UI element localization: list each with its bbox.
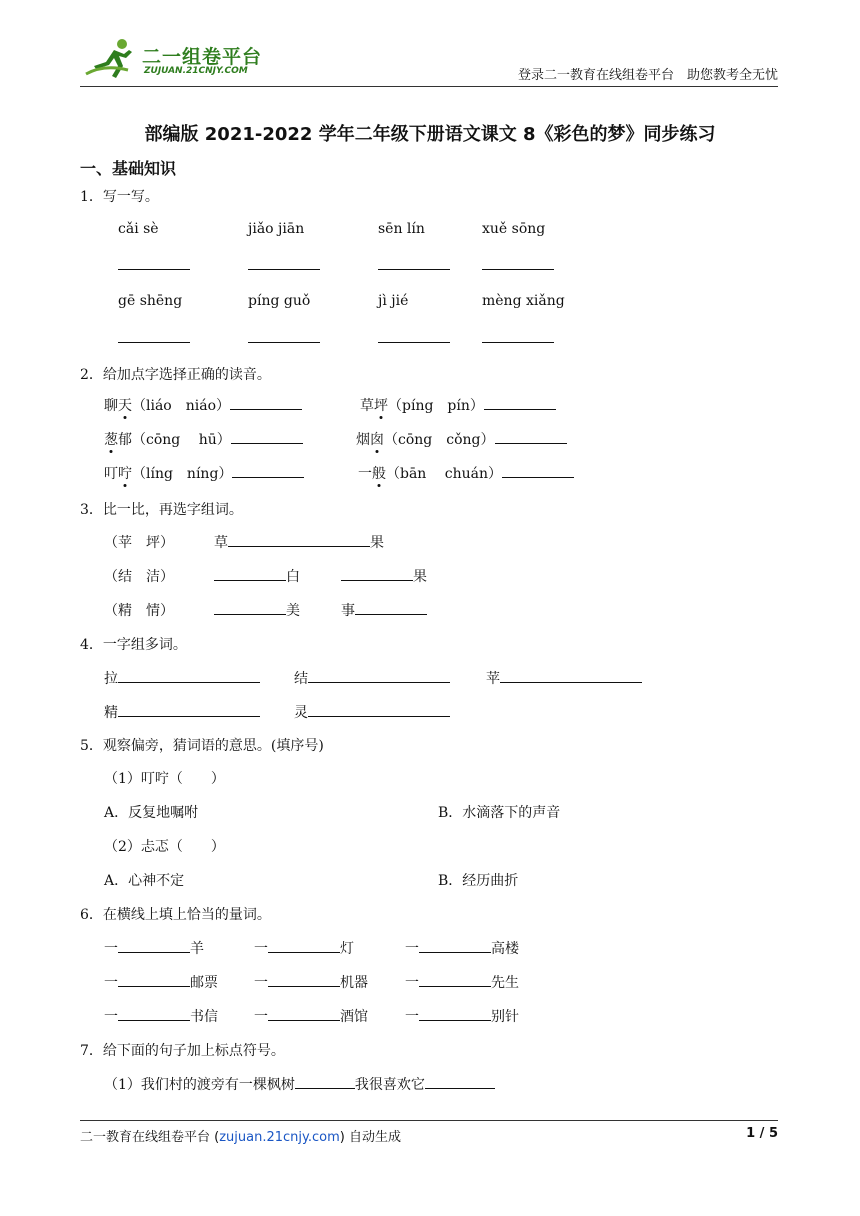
option-b[interactable]: B．水滴落下的声音 (438, 805, 561, 821)
word-fill: 果 (341, 566, 427, 586)
answer-blank[interactable] (248, 342, 320, 343)
runner-logo-icon (84, 36, 140, 80)
answer-blank[interactable] (419, 972, 491, 987)
answer-blank[interactable] (308, 668, 450, 683)
char-pair: （精 情） (104, 603, 174, 619)
page-number: 1 / 5 (746, 1126, 778, 1141)
sentence-fill: （1）我们村的渡旁有一棵枫树 我很喜欢它 (104, 1074, 495, 1094)
answer-blank[interactable] (500, 668, 642, 683)
answer-blank[interactable] (495, 429, 567, 444)
answer-blank[interactable] (502, 463, 574, 478)
word-fill: 事 (341, 600, 427, 620)
footer-divider (80, 1120, 778, 1121)
answer-blank[interactable] (248, 269, 320, 270)
section-heading: 一、基础知识 (80, 159, 177, 178)
answer-blank[interactable] (425, 1074, 495, 1089)
measure-word-fill: 一 酒馆 (254, 1006, 368, 1026)
answer-blank[interactable] (341, 566, 413, 581)
answer-blank[interactable] (419, 938, 491, 953)
answer-blank[interactable] (355, 600, 427, 615)
logo-title: 二一组卷平台 (142, 46, 263, 68)
reading-item: 聊天（liáo niáo） (104, 395, 302, 415)
answer-blank[interactable] (419, 1006, 491, 1021)
answer-blank[interactable] (482, 342, 554, 343)
char-pair: （苹 坪） (104, 535, 174, 551)
answer-blank[interactable] (295, 1074, 355, 1089)
word-fill: 美 (214, 600, 300, 620)
answer-blank[interactable] (228, 532, 370, 547)
pinyin-item: jiǎo jiān (248, 221, 305, 237)
sub-question: （1）叮咛（ ） (104, 771, 225, 787)
measure-word-fill: 一 先生 (405, 972, 519, 992)
measure-word-fill: 一 羊 (104, 938, 204, 958)
option-b[interactable]: B．经历曲折 (438, 873, 519, 889)
question-2-stem: 2．给加点字选择正确的读音。 (80, 367, 271, 383)
answer-blank[interactable] (118, 938, 190, 953)
question-6-stem: 6．在横线上填上恰当的量词。 (80, 907, 271, 923)
pinyin-item: mèng xiǎng (482, 293, 565, 309)
pinyin-item: sēn lín (378, 221, 425, 237)
answer-blank[interactable] (214, 600, 286, 615)
answer-blank[interactable] (232, 463, 304, 478)
answer-blank[interactable] (231, 429, 303, 444)
measure-word-fill: 一 别针 (405, 1006, 519, 1026)
answer-blank[interactable] (378, 342, 450, 343)
answer-blank[interactable] (118, 342, 190, 343)
pinyin-item: píng guǒ (248, 293, 311, 309)
answer-blank[interactable] (230, 395, 302, 410)
question-1-stem: 1．写一写。 (80, 189, 159, 205)
measure-word-fill: 一 邮票 (104, 972, 218, 992)
reading-item: 叮咛（líng níng） (104, 463, 304, 483)
answer-blank[interactable] (308, 702, 450, 717)
measure-word-fill: 一 高楼 (405, 938, 519, 958)
question-5-stem: 5．观察偏旁，猜词语的意思。(填序号) (80, 738, 324, 754)
pinyin-item: xuě sōng (482, 221, 546, 237)
question-3-stem: 3．比一比，再选字组词。 (80, 502, 243, 518)
footer-source: 二一教育在线组卷平台 (zujuan.21cnjy.com) 自动生成 (80, 1130, 401, 1145)
answer-blank[interactable] (118, 269, 190, 270)
reading-item: 葱郁（cōng hū） (104, 429, 303, 449)
measure-word-fill: 一 机器 (254, 972, 368, 992)
header-divider (80, 86, 778, 87)
page-title: 部编版 2021-2022 学年二年级下册语文课文 8《彩色的梦》同步练习 (144, 124, 716, 145)
answer-blank[interactable] (268, 938, 340, 953)
answer-blank[interactable] (118, 702, 260, 717)
reading-item: 烟囱（cōng cǒng） (356, 429, 567, 449)
answer-blank[interactable] (484, 395, 556, 410)
answer-blank[interactable] (118, 972, 190, 987)
measure-word-fill: 一 书信 (104, 1006, 218, 1026)
answer-blank[interactable] (268, 1006, 340, 1021)
word-fill: 灵 (294, 702, 450, 722)
answer-blank[interactable] (118, 1006, 190, 1021)
question-7-stem: 7．给下面的句子加上标点符号。 (80, 1043, 285, 1059)
answer-blank[interactable] (482, 269, 554, 270)
word-fill: 白 (214, 566, 300, 586)
question-4-stem: 4．一字组多词。 (80, 637, 187, 653)
word-fill: 精 (104, 702, 260, 722)
word-fill: 结 (294, 668, 450, 688)
measure-word-fill: 一 灯 (254, 938, 354, 958)
header-slogan: 登录二一教育在线组卷平台 助您教考全无忧 (518, 68, 779, 83)
answer-blank[interactable] (268, 972, 340, 987)
reading-item: 一般（bān chuán） (358, 463, 574, 483)
pinyin-item: cǎi sè (118, 221, 159, 237)
pinyin-item: jì jié (378, 293, 409, 309)
option-a[interactable]: A．心神不定 (104, 873, 185, 889)
reading-item: 草坪（píng pín） (360, 395, 556, 415)
option-a[interactable]: A．反复地嘱咐 (104, 805, 199, 821)
char-pair: （结 洁） (104, 569, 174, 585)
word-fill: 草 果 (214, 532, 384, 552)
word-fill: 拉 (104, 668, 260, 688)
logo-subtitle: ZUJUAN.21CNJY.COM (144, 66, 248, 76)
sub-question: （2）忐忑（ ） (104, 839, 225, 855)
footer-link[interactable]: zujuan.21cnjy.com (219, 1130, 340, 1145)
logo (84, 36, 284, 80)
answer-blank[interactable] (118, 668, 260, 683)
answer-blank[interactable] (378, 269, 450, 270)
word-fill: 苹 (486, 668, 642, 688)
pinyin-item: gē shēng (118, 293, 183, 309)
answer-blank[interactable] (214, 566, 286, 581)
